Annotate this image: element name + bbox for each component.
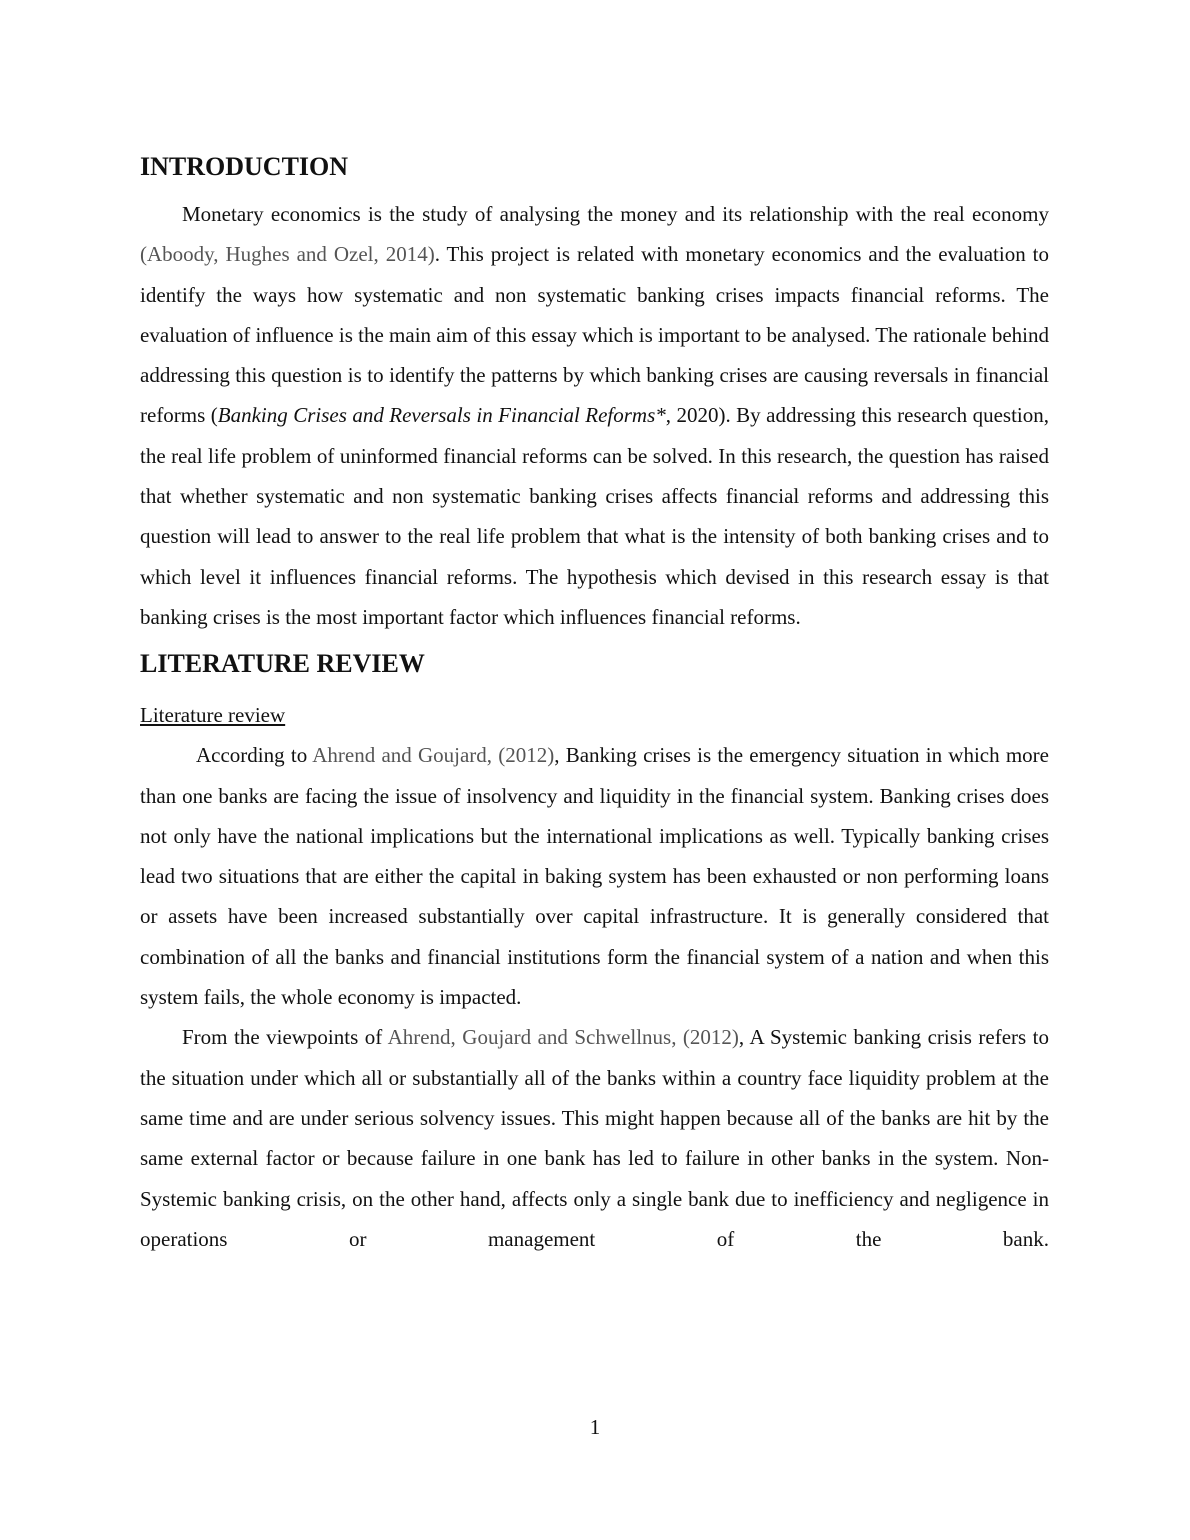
lit1-text: , Banking crises is the emergency situation in which more than one banks are facing the issue of insolvency and liquidity in the financial system. Banking crises does not only have the national implications but the international implications as well. Typically banking crises lead two situations that are either the capital in baking system has been exhausted or non performing loans or assets have been increased substantially over capital infrastructure. It is generally considered that combination of all the banks and financial institutions form the financial system of a nation and when this system fails, the whole economy is impacted.	[140, 743, 1049, 1010]
citation-aboody: (Aboody, Hughes and Ozel, 2014)	[140, 242, 435, 267]
literature-review-subheading: Literature review	[140, 703, 286, 728]
citation-ahrend-goujard-schwellnus: Ahrend, Goujard and Schwellnus, (2012)	[387, 1025, 739, 1050]
page-number: 1	[589, 1415, 601, 1439]
introduction-heading: INTRODUCTION	[140, 152, 349, 181]
lit2-text: , A Systemic banking crisis refers to the situation under which all or substantially all of the banks within a country face liquidity problem at the same time and are under serious solvency issues. This might happen because all of the banks are hit by the same external factor or because failure in one bank has led to failure in other banks in the system. Non-Systemic banking crisis, on the other hand, affects only a single bank due to inefficiency and negligence in operations or management of the bank.	[140, 1025, 1049, 1251]
lit1-pre: According to	[196, 743, 313, 768]
intro-text-1: Monetary economics is the study of analysing the money and its relationship with the real economy	[182, 202, 1049, 226]
document-page	[140, 150, 1049, 1259]
citation-ahrend-goujard: Ahrend and Goujard, (2012)	[312, 743, 555, 768]
introduction-paragraph	[140, 194, 1049, 637]
literature-paragraph-1	[140, 735, 1049, 1017]
intro-text-2: . This project is related with monetary economics and the evaluation to identify the ways how systematic and non systematic banking crises impacts financial reforms. The evaluation of influence is the main aim of this essay which is important to be analysed. The rationale behind addressing this question is to identify the patterns by which banking crises are causing reversals in financial reforms (	[140, 242, 1049, 428]
intro-text-3: , 2020). By addressing this research question, the real life problem of uninformed financial reforms can be solved. In this research, the question has raised that whether systematic and non systematic banking crises affects financial reforms and addressing this question will lead to answer to the real life problem that what is the intensity of both banking crises and to which level it influences financial reforms. The hypothesis which devised in this research essay is that banking crises is the most important factor which influences financial reforms.	[140, 403, 1049, 629]
italic-title: Banking Crises and Reversals in Financial Reforms*	[217, 403, 666, 428]
lit2-pre: From the viewpoints of	[182, 1025, 388, 1050]
literature-review-heading: LITERATURE REVIEW	[140, 649, 425, 679]
literature-paragraph-2	[140, 1017, 1049, 1259]
